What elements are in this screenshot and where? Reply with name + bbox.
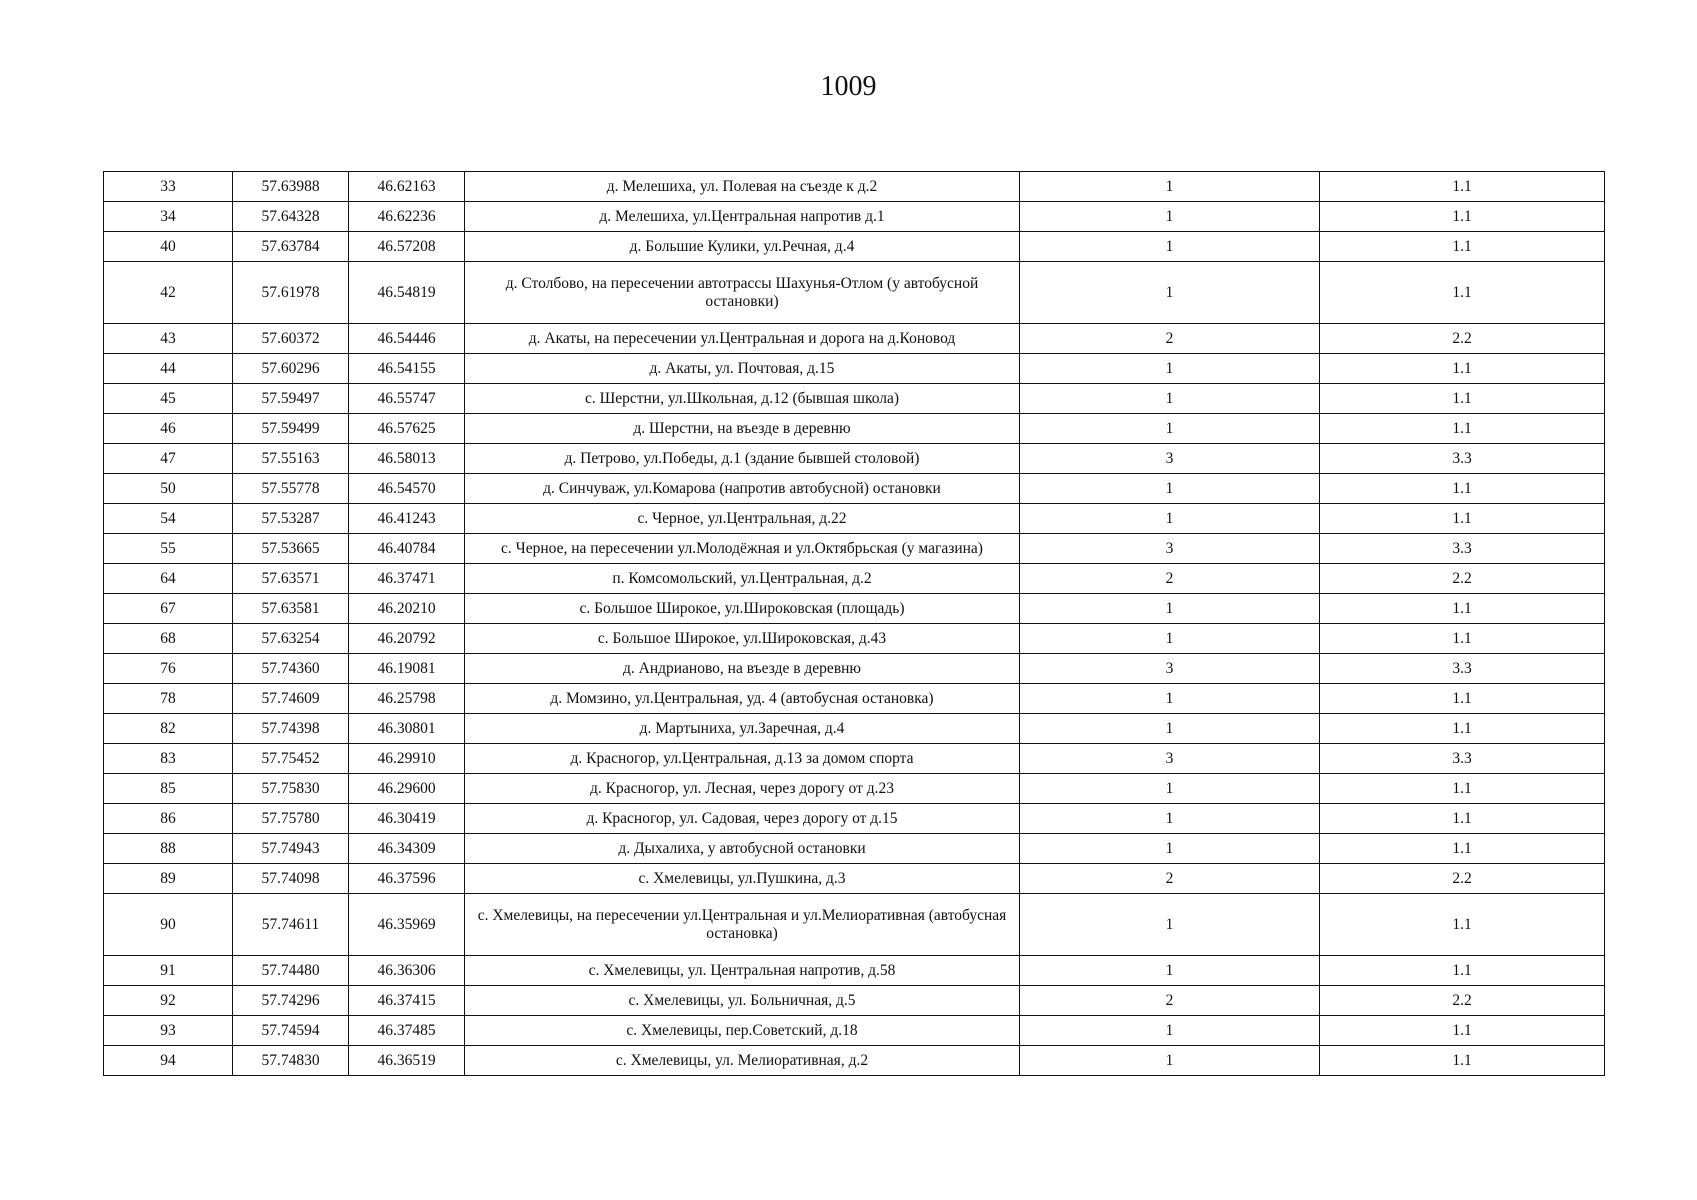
cell-latitude: 57.60296 (233, 354, 349, 384)
cell-code: 2.2 (1320, 324, 1605, 354)
table-row (104, 654, 1605, 684)
cell-longitude: 46.29600 (349, 774, 465, 804)
cell-latitude: 57.74296 (233, 986, 349, 1016)
table-row (104, 894, 1605, 956)
cell-row-number: 88 (104, 834, 233, 864)
cell-latitude: 57.63784 (233, 232, 349, 262)
cell-longitude: 46.37485 (349, 1016, 465, 1046)
cell-row-number: 50 (104, 474, 233, 504)
cell-longitude: 46.62163 (349, 172, 465, 202)
cell-latitude: 57.61978 (233, 262, 349, 324)
table-row (104, 354, 1605, 384)
table-row (104, 864, 1605, 894)
cell-code: 1.1 (1320, 894, 1605, 956)
cell-row-number: 33 (104, 172, 233, 202)
cell-count: 1 (1020, 894, 1320, 956)
cell-row-number: 42 (104, 262, 233, 324)
cell-latitude: 57.63571 (233, 564, 349, 594)
cell-code: 1.1 (1320, 624, 1605, 654)
cell-address: д. Красногор, ул.Центральная, д.13 за домом спорта (465, 744, 1020, 774)
cell-address: с. Большое Широкое, ул.Широковская, д.43 (465, 624, 1020, 654)
cell-latitude: 57.64328 (233, 202, 349, 232)
cell-count: 1 (1020, 474, 1320, 504)
table-row (104, 384, 1605, 414)
table-row (104, 624, 1605, 654)
cell-longitude: 46.54446 (349, 324, 465, 354)
cell-code: 1.1 (1320, 1016, 1605, 1046)
cell-code: 1.1 (1320, 414, 1605, 444)
table-row (104, 1016, 1605, 1046)
table-row (104, 804, 1605, 834)
cell-address: с. Хмелевицы, ул. Мелиоративная, д.2 (465, 1046, 1020, 1076)
cell-latitude: 57.74360 (233, 654, 349, 684)
cell-latitude: 57.74594 (233, 1016, 349, 1046)
cell-latitude: 57.74611 (233, 894, 349, 956)
cell-count: 3 (1020, 534, 1320, 564)
cell-count: 1 (1020, 804, 1320, 834)
cell-row-number: 83 (104, 744, 233, 774)
cell-longitude: 46.57208 (349, 232, 465, 262)
cell-address: с. Черное, ул.Центральная, д.22 (465, 504, 1020, 534)
table-row (104, 232, 1605, 262)
cell-latitude: 57.74098 (233, 864, 349, 894)
cell-code: 1.1 (1320, 202, 1605, 232)
cell-count: 1 (1020, 262, 1320, 324)
cell-count: 1 (1020, 172, 1320, 202)
cell-longitude: 46.20210 (349, 594, 465, 624)
cell-address: с. Хмелевицы, пер.Советский, д.18 (465, 1016, 1020, 1046)
cell-latitude: 57.53287 (233, 504, 349, 534)
cell-latitude: 57.59499 (233, 414, 349, 444)
cell-count: 3 (1020, 444, 1320, 474)
cell-address: с. Хмелевицы, на пересечении ул.Центральная и ул.Мелиоративная (автобусная остановка) (465, 894, 1020, 956)
cell-latitude: 57.55163 (233, 444, 349, 474)
table-row (104, 594, 1605, 624)
cell-address: д. Шерстни, на въезде в деревню (465, 414, 1020, 444)
cell-code: 3.3 (1320, 654, 1605, 684)
cell-longitude: 46.54819 (349, 262, 465, 324)
cell-code: 1.1 (1320, 684, 1605, 714)
cell-row-number: 67 (104, 594, 233, 624)
cell-latitude: 57.74830 (233, 1046, 349, 1076)
cell-row-number: 78 (104, 684, 233, 714)
cell-code: 1.1 (1320, 714, 1605, 744)
cell-count: 3 (1020, 744, 1320, 774)
cell-row-number: 89 (104, 864, 233, 894)
cell-code: 2.2 (1320, 864, 1605, 894)
table-row (104, 474, 1605, 504)
cell-row-number: 68 (104, 624, 233, 654)
table-row (104, 324, 1605, 354)
cell-code: 1.1 (1320, 504, 1605, 534)
cell-latitude: 57.74609 (233, 684, 349, 714)
cell-longitude: 46.41243 (349, 504, 465, 534)
table-row (104, 986, 1605, 1016)
cell-count: 2 (1020, 324, 1320, 354)
cell-latitude: 57.74943 (233, 834, 349, 864)
cell-latitude: 57.75780 (233, 804, 349, 834)
cell-address: д. Красногор, ул. Лесная, через дорогу от д.23 (465, 774, 1020, 804)
cell-latitude: 57.59497 (233, 384, 349, 414)
cell-row-number: 82 (104, 714, 233, 744)
cell-row-number: 46 (104, 414, 233, 444)
table-row (104, 564, 1605, 594)
cell-longitude: 46.36519 (349, 1046, 465, 1076)
table-row (104, 956, 1605, 986)
locations-table-container (103, 171, 1604, 1076)
cell-row-number: 43 (104, 324, 233, 354)
cell-code: 1.1 (1320, 384, 1605, 414)
cell-count: 1 (1020, 232, 1320, 262)
cell-longitude: 46.20792 (349, 624, 465, 654)
table-row (104, 504, 1605, 534)
cell-address: д. Андрианово, на въезде в деревню (465, 654, 1020, 684)
cell-longitude: 46.30419 (349, 804, 465, 834)
cell-latitude: 57.60372 (233, 324, 349, 354)
cell-address: с. Хмелевицы, ул.Пушкина, д.3 (465, 864, 1020, 894)
cell-longitude: 46.58013 (349, 444, 465, 474)
table-row (104, 834, 1605, 864)
cell-code: 1.1 (1320, 354, 1605, 384)
cell-longitude: 46.54155 (349, 354, 465, 384)
cell-address: д. Большие Кулики, ул.Речная, д.4 (465, 232, 1020, 262)
cell-longitude: 46.57625 (349, 414, 465, 444)
cell-row-number: 90 (104, 894, 233, 956)
cell-address: д. Момзино, ул.Центральная, уд. 4 (автобусная остановка) (465, 684, 1020, 714)
cell-longitude: 46.37471 (349, 564, 465, 594)
table-row (104, 444, 1605, 474)
cell-count: 3 (1020, 654, 1320, 684)
cell-count: 1 (1020, 414, 1320, 444)
cell-address: д. Синчуваж, ул.Комарова (напротив автобусной) остановки (465, 474, 1020, 504)
cell-latitude: 57.63581 (233, 594, 349, 624)
locations-table (103, 171, 1605, 1076)
table-row (104, 172, 1605, 202)
cell-longitude: 46.29910 (349, 744, 465, 774)
cell-longitude: 46.30801 (349, 714, 465, 744)
table-row (104, 744, 1605, 774)
cell-row-number: 55 (104, 534, 233, 564)
cell-latitude: 57.63988 (233, 172, 349, 202)
table-row (104, 414, 1605, 444)
cell-longitude: 46.34309 (349, 834, 465, 864)
page-number: 1009 (820, 71, 877, 102)
cell-longitude: 46.62236 (349, 202, 465, 232)
cell-code: 1.1 (1320, 834, 1605, 864)
cell-count: 1 (1020, 504, 1320, 534)
cell-count: 1 (1020, 1016, 1320, 1046)
cell-code: 1.1 (1320, 594, 1605, 624)
cell-code: 1.1 (1320, 172, 1605, 202)
cell-address: с. Большое Широкое, ул.Широковская (площадь) (465, 594, 1020, 624)
cell-row-number: 64 (104, 564, 233, 594)
cell-count: 2 (1020, 864, 1320, 894)
cell-address: п. Комсомольский, ул.Центральная, д.2 (465, 564, 1020, 594)
table-row (104, 714, 1605, 744)
table-row (104, 534, 1605, 564)
cell-address: с. Черное, на пересечении ул.Молодёжная и ул.Октябрьская (у магазина) (465, 534, 1020, 564)
cell-latitude: 57.55778 (233, 474, 349, 504)
cell-row-number: 86 (104, 804, 233, 834)
cell-latitude: 57.53665 (233, 534, 349, 564)
cell-row-number: 34 (104, 202, 233, 232)
cell-address: с. Хмелевицы, ул. Центральная напротив, д.58 (465, 956, 1020, 986)
cell-address: д. Столбово, на пересечении автотрассы Шахунья-Отлом (у автобусной остановки) (465, 262, 1020, 324)
cell-address: д. Красногор, ул. Садовая, через дорогу от д.15 (465, 804, 1020, 834)
cell-code: 3.3 (1320, 534, 1605, 564)
cell-row-number: 92 (104, 986, 233, 1016)
cell-row-number: 94 (104, 1046, 233, 1076)
cell-code: 2.2 (1320, 986, 1605, 1016)
cell-address: с. Хмелевицы, ул. Больничная, д.5 (465, 986, 1020, 1016)
cell-longitude: 46.37415 (349, 986, 465, 1016)
cell-count: 2 (1020, 986, 1320, 1016)
cell-code: 1.1 (1320, 956, 1605, 986)
cell-code: 1.1 (1320, 1046, 1605, 1076)
cell-address: д. Мелешиха, ул.Центральная напротив д.1 (465, 202, 1020, 232)
cell-count: 1 (1020, 956, 1320, 986)
cell-code: 1.1 (1320, 474, 1605, 504)
cell-count: 1 (1020, 624, 1320, 654)
cell-address: д. Петрово, ул.Победы, д.1 (здание бывшей столовой) (465, 444, 1020, 474)
cell-count: 1 (1020, 354, 1320, 384)
cell-latitude: 57.74480 (233, 956, 349, 986)
cell-longitude: 46.19081 (349, 654, 465, 684)
cell-latitude: 57.63254 (233, 624, 349, 654)
cell-address: д. Дыхалиха, у автобусной остановки (465, 834, 1020, 864)
table-row (104, 262, 1605, 324)
cell-code: 3.3 (1320, 444, 1605, 474)
cell-row-number: 93 (104, 1016, 233, 1046)
cell-address: д. Акаты, на пересечении ул.Центральная и дорога на д.Коновод (465, 324, 1020, 354)
cell-row-number: 44 (104, 354, 233, 384)
cell-longitude: 46.55747 (349, 384, 465, 414)
cell-address: д. Мартыниха, ул.Заречная, д.4 (465, 714, 1020, 744)
cell-code: 2.2 (1320, 564, 1605, 594)
cell-count: 1 (1020, 684, 1320, 714)
cell-code: 1.1 (1320, 774, 1605, 804)
cell-address: с. Шерстни, ул.Школьная, д.12 (бывшая школа) (465, 384, 1020, 414)
cell-count: 1 (1020, 594, 1320, 624)
cell-latitude: 57.74398 (233, 714, 349, 744)
cell-count: 1 (1020, 774, 1320, 804)
cell-count: 2 (1020, 564, 1320, 594)
table-body (104, 172, 1605, 1076)
table-row (104, 774, 1605, 804)
cell-address: д. Акаты, ул. Почтовая, д.15 (465, 354, 1020, 384)
table-row (104, 202, 1605, 232)
cell-row-number: 85 (104, 774, 233, 804)
cell-longitude: 46.54570 (349, 474, 465, 504)
cell-longitude: 46.36306 (349, 956, 465, 986)
cell-address: д. Мелешиха, ул. Полевая на съезде к д.2 (465, 172, 1020, 202)
cell-row-number: 45 (104, 384, 233, 414)
cell-longitude: 46.40784 (349, 534, 465, 564)
table-row (104, 1046, 1605, 1076)
cell-count: 1 (1020, 384, 1320, 414)
cell-count: 1 (1020, 834, 1320, 864)
cell-longitude: 46.35969 (349, 894, 465, 956)
cell-row-number: 40 (104, 232, 233, 262)
cell-row-number: 91 (104, 956, 233, 986)
cell-count: 1 (1020, 714, 1320, 744)
cell-longitude: 46.37596 (349, 864, 465, 894)
cell-row-number: 54 (104, 504, 233, 534)
cell-code: 1.1 (1320, 262, 1605, 324)
cell-longitude: 46.25798 (349, 684, 465, 714)
cell-row-number: 47 (104, 444, 233, 474)
cell-code: 3.3 (1320, 744, 1605, 774)
cell-latitude: 57.75830 (233, 774, 349, 804)
cell-latitude: 57.75452 (233, 744, 349, 774)
cell-code: 1.1 (1320, 232, 1605, 262)
cell-count: 1 (1020, 202, 1320, 232)
cell-count: 1 (1020, 1046, 1320, 1076)
cell-row-number: 76 (104, 654, 233, 684)
cell-code: 1.1 (1320, 804, 1605, 834)
table-row (104, 684, 1605, 714)
